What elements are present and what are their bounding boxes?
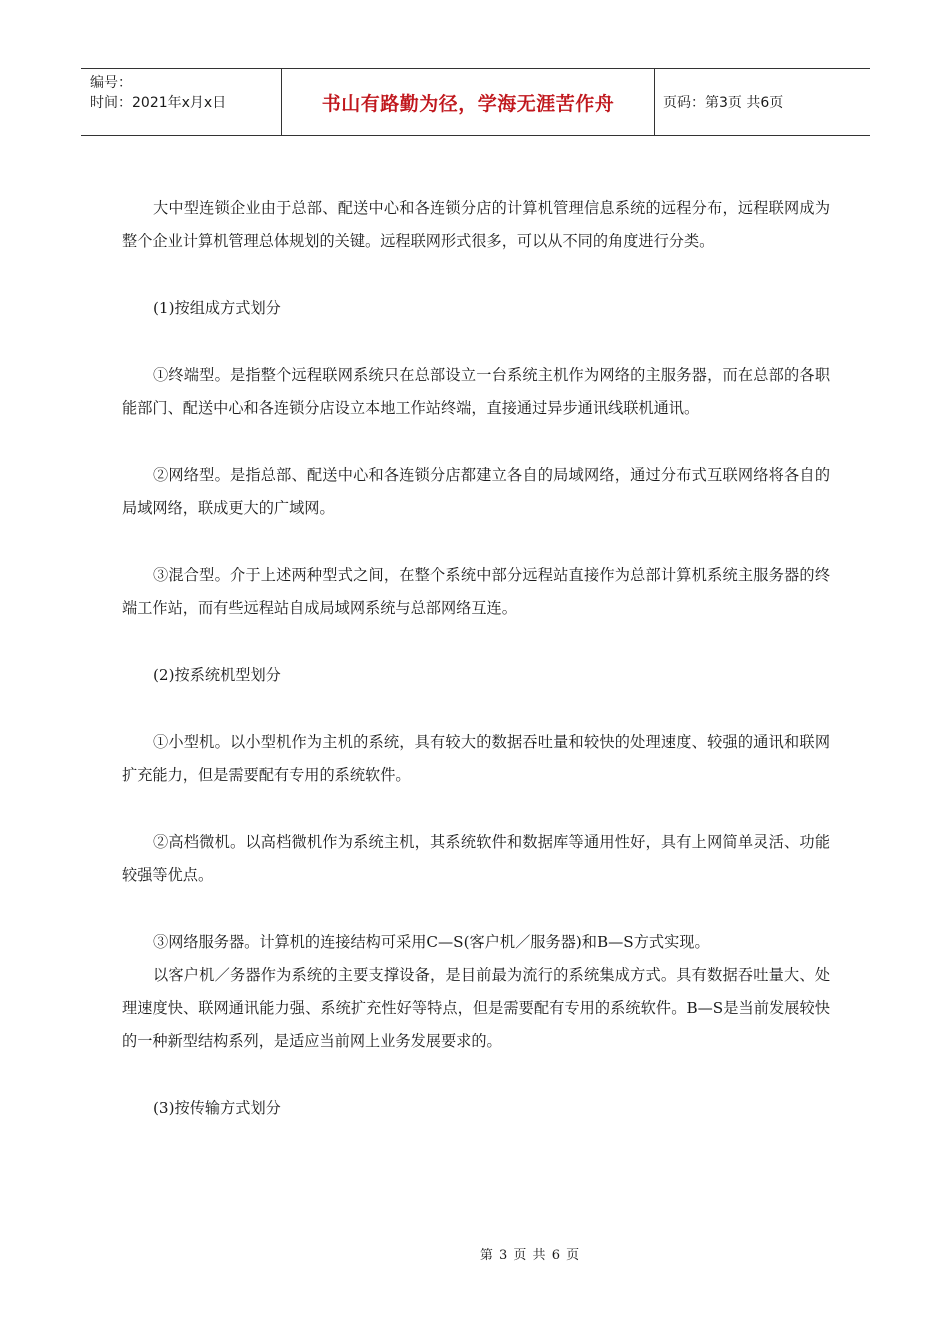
header-meta-cell [81, 69, 282, 135]
header-motto-cell [282, 69, 655, 135]
header-page-cell [655, 69, 870, 135]
page-footer [0, 1244, 950, 1263]
page-info: 页码：第3页 共6页 [663, 95, 784, 111]
paragraph-minicomputer: ①小型机。以小型机作为主机的系统，具有较大的数据吞吐量和较快的处理速度、较强的通讯和联网扩充能力，但是需要配有专用的系统软件。 [122, 733, 830, 784]
section-heading-3: (3)按传输方式划分 [153, 1099, 281, 1117]
header-table [81, 68, 870, 136]
document-body [122, 192, 830, 1125]
paragraph-microcomputer: ②高档微机。以高档微机作为系统主机，其系统软件和数据库等通用性好，具有上网简单灵活、功能较强等优点。 [122, 833, 830, 884]
number-label: 编号： [90, 75, 132, 91]
paragraph-network-type: ②网络型。是指总部、配送中心和各连锁分店都建立各自的局域网络，通过分布式互联网络将各自的局域网络，联成更大的广域网。 [122, 466, 830, 517]
motto-text: 书山有路勤为径，学海无涯苦作舟 [321, 92, 615, 115]
paragraph-network-server: ③网络服务器。计算机的连接结构可采用C—S(客户机／服务器)和B—S方式实现。 [153, 933, 710, 951]
paragraph-intro: 大中型连锁企业由于总部、配送中心和各连锁分店的计算机管理信息系统的远程分布，远程联网成为整个企业计算机管理总体规划的关键。远程联网形式很多，可以从不同的角度进行分类。 [122, 199, 830, 250]
paragraph-hybrid-type: ③混合型。介于上述两种型式之间，在整个系统中部分远程站直接作为总部计算机系统主服务器的终端工作站，而有些远程站自成局域网系统与总部网络互连。 [122, 566, 830, 617]
paragraph-client-server: 以客户机／务器作为系统的主要支撑设备，是目前最为流行的系统集成方式。具有数据吞吐量大、处理速度快、联网通讯能力强、系统扩充性好等特点，但是需要配有专用的系统软件。B—S是当前发展较快的一种新型结构系列，是适应当前网上业务发展要求的。 [122, 966, 830, 1050]
footer-page-number: 第 3 页 共 6 页 [479, 1248, 581, 1263]
section-heading-2: (2)按系统机型划分 [153, 666, 281, 684]
paragraph-terminal-type: ①终端型。是指整个远程联网系统只在总部设立一台系统主机作为网络的主服务器，而在总部的各职能部门、配送中心和各连锁分店设立本地工作站终端，直接通过异步通讯线联机通讯。 [122, 366, 830, 417]
date-label: 时间：2021年x月x日 [90, 95, 227, 111]
section-heading-1: (1)按组成方式划分 [153, 299, 281, 317]
